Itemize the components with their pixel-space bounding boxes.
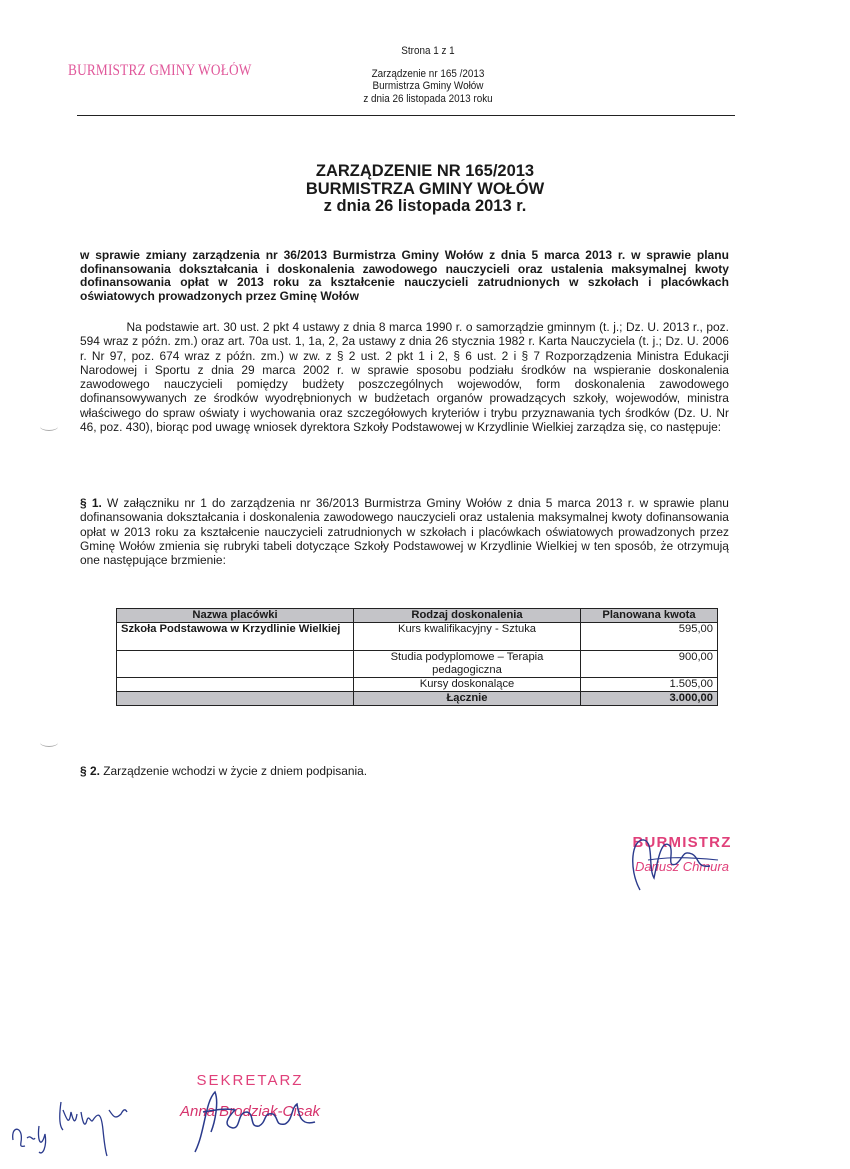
section-2	[80, 764, 729, 778]
cell-total-amount: 3.000,00	[581, 692, 718, 706]
section-2-text: Zarządzenie wchodzi w życie z dniem podpisania.	[99, 764, 368, 778]
cell-total-empty	[117, 692, 354, 706]
subject-paragraph: w sprawie zmiany zarządzenia nr 36/2013 Burmistrza Gminy Wołów z dnia 5 marca 2013 r. w sprawie planu dofinansowania dokształcania i doskonalenia zawodowego nauczycieli oraz ustalenia maksymalnej kwoty dofinansowania opłat w 2013 roku za kształcenie nauczycieli zatrudnionych w szkołach i placówkach oświatowych prowadzonych przez Gminę Wołów	[80, 248, 729, 303]
section-1	[80, 496, 729, 567]
mayor-signature-icon	[618, 828, 728, 898]
title-line-1: ZARZĄDZENIE NR 165/2013	[315, 162, 535, 180]
funding-table	[116, 608, 718, 706]
margin-mark	[40, 738, 58, 747]
table-row	[117, 623, 718, 651]
table-total-row	[117, 692, 718, 706]
cell-type: Studia podyplomowe – Terapia pedagogiczna	[354, 651, 581, 678]
cell-amount: 1.505,00	[581, 678, 718, 692]
column-header-amount: Planowana kwota	[581, 609, 718, 623]
header-line-1: Zarządzenie nr 165 /2013	[371, 67, 485, 80]
cell-amount: 595,00	[581, 623, 718, 651]
cell-institution	[117, 651, 354, 678]
running-header	[313, 45, 543, 105]
handwritten-initials-icon	[5, 1090, 155, 1160]
secretary-name: Anna Brodziak-Cisak	[179, 1103, 321, 1120]
secretary-signature-icon	[175, 1082, 335, 1162]
header-divider	[77, 115, 735, 116]
column-header-institution: Nazwa placówki	[117, 609, 354, 623]
legal-basis-text: Na podstawie art. 30 ust. 2 pkt 4 ustawy z dnia 8 marca 1990 r. o samorządzie gminnym (t. j.; Dz. U. 2013 r., poz. 594 wraz z późn. zm.) oraz art. 70a ust. 1, 1a, 2, 2a ustawy z dnia 26 stycznia 1982 r. Karta Nauczyciela (t. j.; Dz. U. 2006 r. Nr 97, poz. 674 wraz z późn. zm.) w zw. z § 2 ust. 2 pkt 1 i 2, § 6 ust. 2 i § 7 Rozporządzenia Ministra Edukacji Narodowej i Sportu z dnia 29 marca 2002 r. w sprawie sposobu podziału środków na wspieranie doskonalenia zawodowego nauczycieli pomiędzy budżety poszczególnych wojewodów, form doskonalenia zawodowego dofinansowywanych ze środków wyodrębnionych w budżetach organów prowadzących szkoły, wojewodów, ministra właściwego do spraw oświaty i wychowania oraz szczegółowych kryteriów i trybu przyznawania tych środków (Dz. U. Nr 46, poz. 430), biorąc pod uwagę wniosek dyrektora Szkoły Podstawowej w Krzydlinie Wielkiej zarządza się, co następuje:	[80, 320, 729, 435]
cell-institution	[117, 678, 354, 692]
document-title	[200, 163, 650, 216]
page-number: Strona 1 z 1	[401, 45, 455, 57]
table-row	[117, 678, 718, 692]
secretary-title: SEKRETARZ	[196, 1072, 304, 1089]
section-2-mark: § 2.	[80, 764, 100, 778]
section-1-text: W załączniku nr 1 do zarządzenia nr 36/2013 Burmistrza Gminy Wołów z dnia 5 marca 2013 r. w sprawie planu dofinansowania dokształcania i doskonalenia zawodowego nauczycieli oraz ustalenia maksymalnej kwoty dofinansowania opłat w 2013 roku za kształcenie nauczycieli zatrudnionych w szkołach i placówkach oświatowych prowadzonych przez Gminę Wołów zmienia się rubryki tabeli dotyczące Szkoły Podstawowej w Krzydlinie Wielkiej w ten sposób, że otrzymują one następujące brzmienie:	[80, 496, 729, 568]
letterhead-stamp: BURMISTRZ GMINY WOŁÓW	[68, 62, 252, 79]
header-line-3: z dnia 26 listopada 2013 roku	[363, 92, 493, 105]
title-line-2: BURMISTRZA GMINY WOŁÓW	[305, 179, 545, 198]
cell-amount: 900,00	[581, 651, 718, 678]
mayor-name: Dariusz Chmura	[635, 859, 729, 874]
section-1-mark: § 1.	[80, 496, 102, 510]
header-line-2: Burmistrza Gminy Wołów	[372, 80, 484, 92]
legal-basis-paragraph	[80, 320, 729, 434]
table-row	[117, 651, 718, 678]
column-header-type: Rodzaj doskonalenia	[354, 609, 581, 623]
cell-total-label: Łącznie	[354, 692, 581, 706]
table-header-row	[117, 609, 718, 623]
cell-type: Kurs kwalifikacyjny - Sztuka	[354, 623, 581, 651]
mayor-title: BURMISTRZ	[632, 834, 732, 851]
cell-institution: Szkoła Podstawowa w Krzydlinie Wielkiej	[117, 623, 354, 651]
margin-mark	[40, 422, 58, 431]
cell-type: Kursy doskonalące	[354, 678, 581, 692]
title-line-3: z dnia 26 listopada 2013 r.	[323, 197, 527, 215]
